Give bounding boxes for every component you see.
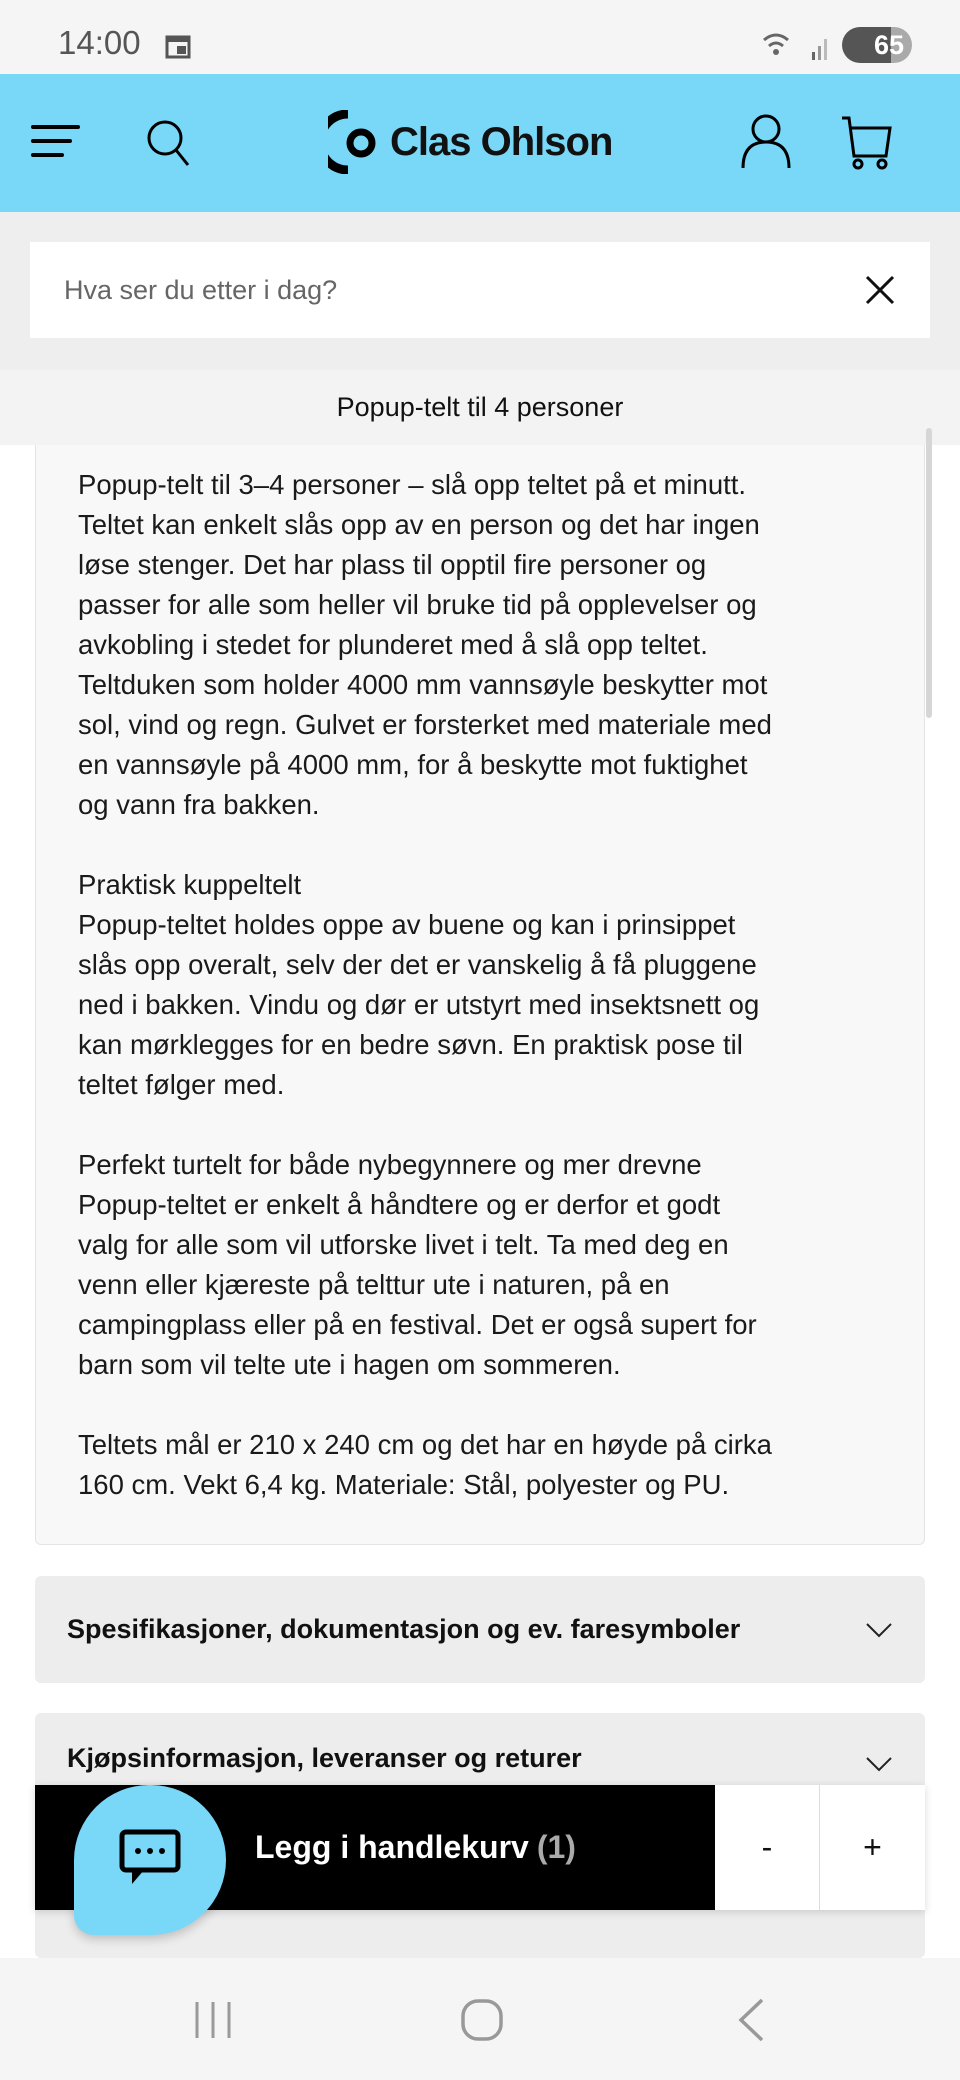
- back-icon[interactable]: [736, 1998, 766, 2042]
- decrease-quantity-button[interactable]: [715, 1785, 820, 1910]
- minus-label: -: [761, 1829, 773, 1865]
- chat-icon: [118, 1828, 182, 1892]
- chat-button[interactable]: [74, 1785, 226, 1935]
- calendar-icon: [165, 34, 193, 60]
- increase-quantity-button[interactable]: [820, 1785, 925, 1910]
- brand-name: Clas Ohlson: [390, 119, 613, 164]
- product-description: [35, 445, 925, 1545]
- home-icon[interactable]: [460, 1998, 504, 2042]
- search-input[interactable]: [30, 242, 930, 338]
- description-line: barn som vil telte ute i hagen om sommeren.: [78, 1349, 621, 1380]
- description-line: løse stenger. Det har plass til opptil fire personer og: [78, 549, 707, 580]
- description-line: venn eller kjæreste på telttur ute i naturen, på en: [78, 1269, 670, 1300]
- description-line: campingplass eller på en festival. Det er også supert for: [78, 1309, 757, 1340]
- menu-icon[interactable]: [30, 122, 82, 162]
- site-header: [0, 74, 960, 212]
- add-to-cart-label: Legg i handlekurv: [255, 1829, 529, 1865]
- status-bar: [0, 0, 960, 74]
- account-icon[interactable]: [740, 112, 792, 170]
- description-line: en vannsøyle på 4000 mm, for å beskytte mot fuktighet: [78, 749, 748, 780]
- description-line: Popup-teltet holdes oppe av buene og kan i prinsippet: [78, 909, 736, 940]
- signal-icons: [762, 30, 842, 62]
- description-line: Perfekt turtelt for både nybegynnere og mer drevne: [78, 1149, 702, 1180]
- search-area: [0, 212, 960, 370]
- description-paragraph: [78, 1145, 924, 1385]
- description-paragraph: [78, 865, 924, 1105]
- description-paragraph: [78, 1425, 924, 1505]
- search-icon[interactable]: [145, 118, 193, 170]
- description-line: passer for alle som heller vil bruke tid på opplevelser og: [78, 589, 757, 620]
- scrollbar[interactable]: [926, 428, 932, 718]
- clear-search-icon[interactable]: [864, 274, 896, 306]
- accordion-label: Kjøpsinformasjon, leveranser og returer: [67, 1743, 582, 1773]
- description-line: teltet følger med.: [78, 1069, 285, 1100]
- description-line: ned i bakken. Vindu og dør er utstyrt med insektsnett og: [78, 989, 760, 1020]
- system-nav-bar: [0, 1958, 960, 2080]
- cart-icon[interactable]: [840, 114, 896, 170]
- cart-quantity: (1): [536, 1829, 576, 1865]
- description-line: avkobling i stedet for plunderet med å slå opp teltet.: [78, 629, 708, 660]
- description-line: Teltets mål er 210 x 240 cm og det har en høyde på cirka: [78, 1429, 772, 1460]
- description-line: slås opp overalt, selv der det er vanskelig å få pluggene: [78, 949, 757, 980]
- description-line: Popup-telt til 3–4 personer – slå opp teltet på et minutt.: [78, 469, 747, 500]
- description-paragraph: [78, 465, 924, 825]
- description-line: Popup-teltet er enkelt å håndtere og er derfor et godt: [78, 1189, 721, 1220]
- description-line: 160 cm. Vekt 6,4 kg. Materiale: Stål, polyester og PU.: [78, 1469, 730, 1500]
- clock: 14:00: [58, 24, 141, 61]
- product-title-bar: [0, 370, 960, 445]
- accordion-label: Spesifikasjoner, dokumentasjon og ev. faresymboler: [67, 1614, 741, 1644]
- product-title: Popup-telt til 4 personer: [336, 392, 624, 422]
- brand-logo[interactable]: [328, 110, 612, 174]
- plus-label: +: [863, 1829, 882, 1865]
- battery-indicator: [842, 27, 912, 63]
- chevron-down-icon: [865, 1755, 893, 1773]
- description-line: Teltduken som holder 4000 mm vannsøyle beskytter mot: [78, 669, 768, 700]
- description-line: kan mørklegges for en bedre søvn. En praktisk pose til: [78, 1029, 743, 1060]
- battery-level: 65: [873, 29, 904, 60]
- description-line: og vann fra bakken.: [78, 789, 320, 820]
- search-placeholder: Hva ser du etter i dag?: [64, 274, 338, 305]
- description-line: valg for alle som vil utforske livet i telt. Ta med deg en: [78, 1229, 729, 1260]
- logo-mark-icon: [328, 110, 380, 174]
- description-line: Praktisk kuppeltelt: [78, 869, 302, 900]
- description-line: sol, vind og regn. Gulvet er forsterket med materiale med: [78, 709, 772, 740]
- description-line: Teltet kan enkelt slås opp av en person og det har ingen: [78, 509, 760, 540]
- chevron-down-icon: [865, 1621, 893, 1639]
- accordion-specifications[interactable]: [35, 1576, 925, 1683]
- recent-apps-icon[interactable]: [192, 2000, 236, 2040]
